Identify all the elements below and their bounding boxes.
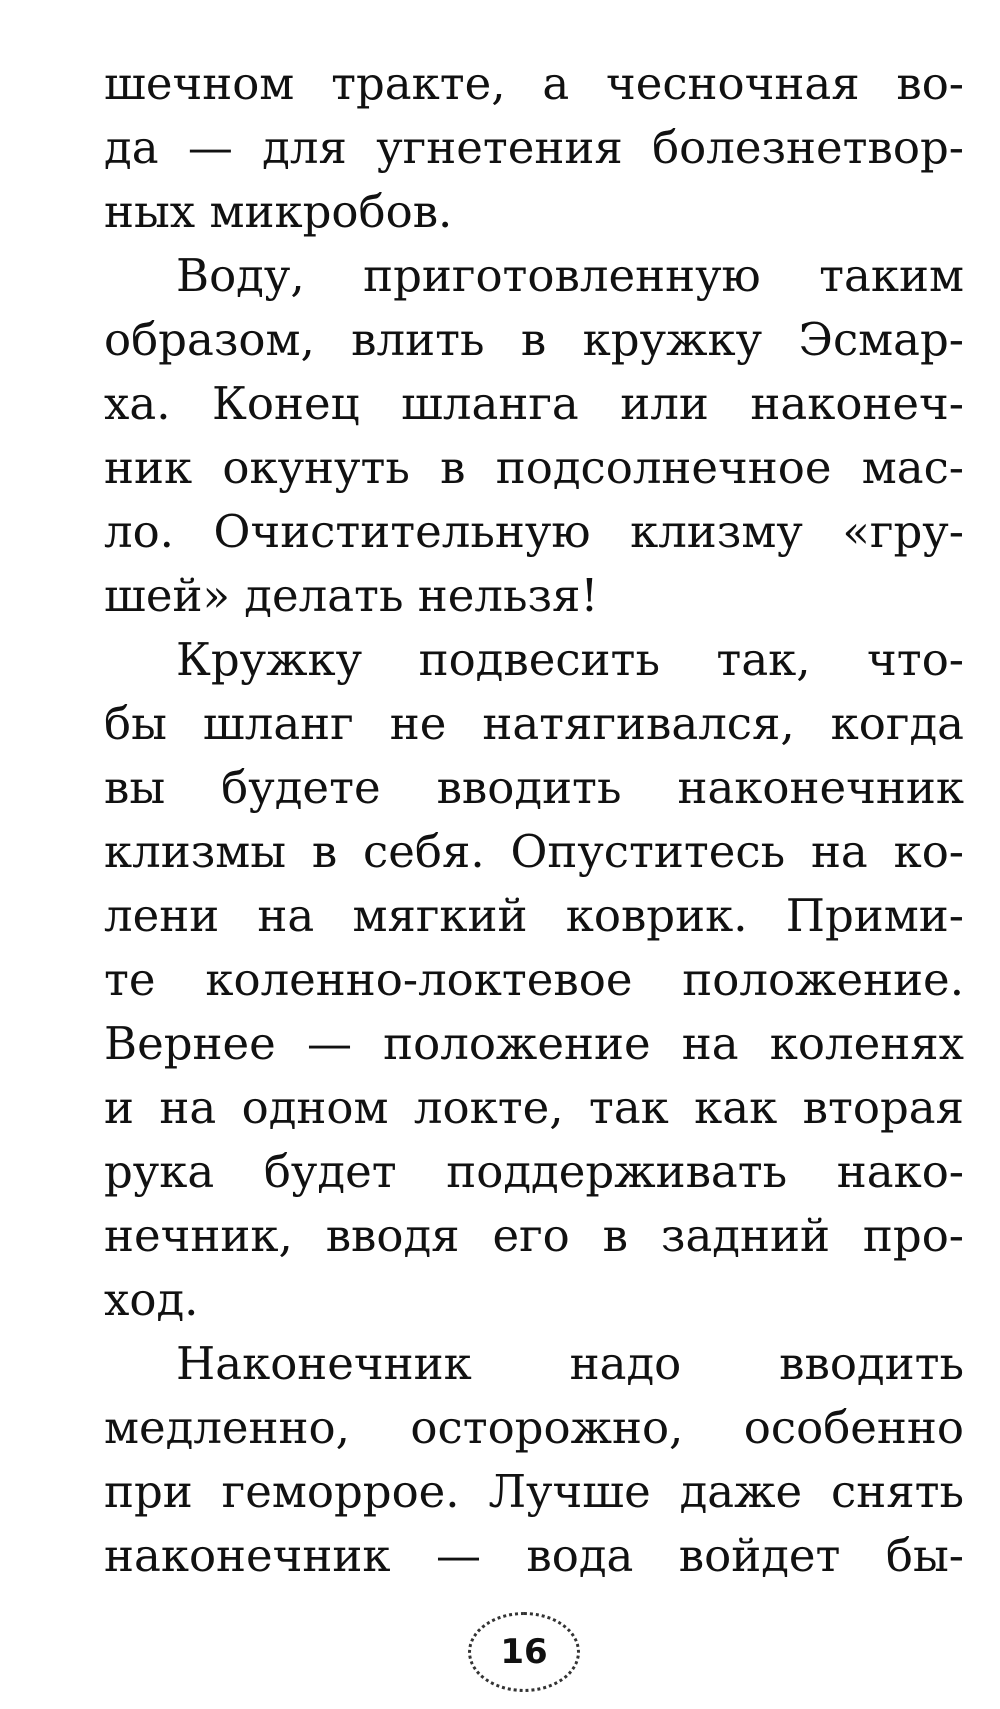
text-line: нечник, вводя его в задний про- [104, 1209, 964, 1262]
text-line: рука будет поддерживать нако- [104, 1145, 964, 1198]
page-number-badge [468, 1612, 580, 1692]
text-line: Наконечник надо вводить [176, 1337, 964, 1390]
text-line: образом, влить в кружку Эсмар- [104, 313, 964, 366]
page-number: 16 [500, 1632, 548, 1672]
text-line: Вернее — положение на коленях [104, 1017, 964, 1070]
text-line: те коленно-локтевое положение. [104, 953, 964, 1006]
text-line: лени на мягкий коврик. Прими- [104, 889, 964, 942]
text-line: ха. Конец шланга или наконеч- [104, 377, 964, 430]
text-line: Воду, приготовленную таким [176, 249, 964, 302]
text-line: бы шланг не натягивался, когда [104, 697, 964, 750]
text-line: ных микробов. [104, 185, 453, 238]
text-line: вы будете вводить наконечник [104, 761, 964, 814]
text-line: при геморрое. Лучше даже снять [104, 1465, 964, 1518]
text-line: ник окунуть в подсолнечное мас- [104, 441, 964, 494]
text-line: и на одном локте, так как вторая [104, 1081, 964, 1134]
text-line: да — для угнетения болезнетвор- [104, 121, 964, 174]
text-line: наконечник — вода войдет бы- [104, 1529, 964, 1582]
body-text [104, 52, 964, 1588]
text-line: шей» делать нельзя! [104, 569, 599, 622]
text-line: клизмы в себя. Опуститесь на ко- [104, 825, 964, 878]
text-line: Кружку подвесить так, что- [176, 633, 964, 686]
text-line: шечном тракте, а чесночная во- [104, 57, 964, 110]
text-line: ход. [104, 1273, 199, 1326]
text-line: медленно, осторожно, особенно [104, 1401, 964, 1454]
text-line: ло. Очистительную клизму «гру- [104, 505, 964, 558]
